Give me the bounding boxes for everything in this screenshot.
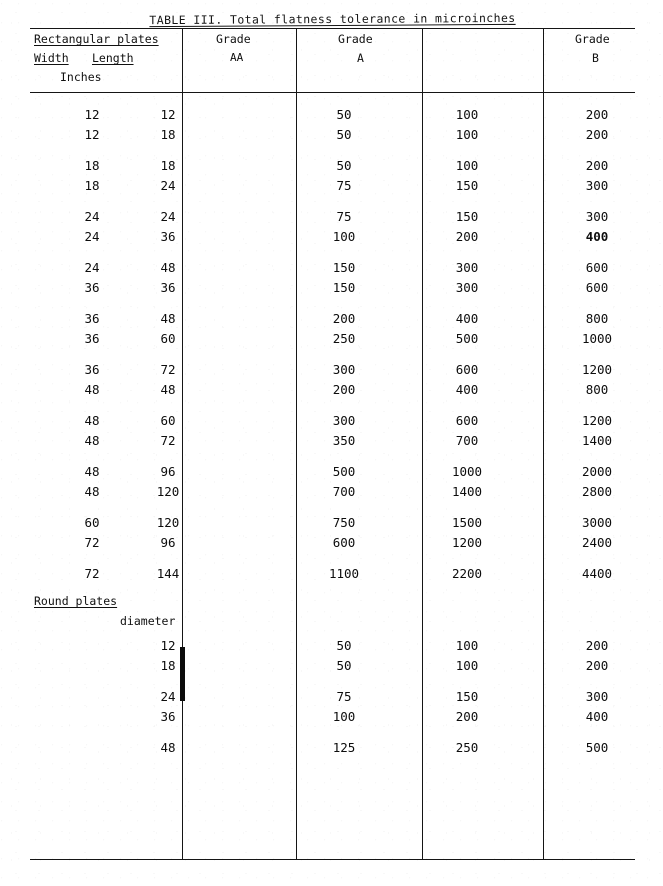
cell-width: 24 [84, 209, 100, 224]
cell-grade-b: 3000 [581, 515, 613, 530]
table-body [30, 93, 635, 859]
table-row [30, 413, 635, 433]
cell-grade-aa: 200 [332, 382, 356, 397]
cell-grade-b: 300 [585, 689, 609, 704]
cell-length: 120 [156, 484, 180, 499]
table-row [30, 260, 635, 280]
table-row [30, 229, 635, 249]
cell-grade-b: 1200 [581, 362, 613, 377]
cell-diameter: 48 [160, 740, 176, 755]
cell-grade-a: 1200 [451, 535, 483, 550]
row-spacer [30, 147, 635, 158]
diameter-subheader [30, 614, 635, 634]
table-row [30, 658, 635, 678]
table-row [30, 433, 635, 453]
cell-grade-b: 1000 [581, 331, 613, 346]
cell-grade-a: 200 [455, 229, 479, 244]
row-spacer [30, 729, 635, 740]
cell-grade-aa: 250 [332, 331, 356, 346]
cell-width: 48 [84, 413, 100, 428]
cell-grade-aa: 50 [336, 107, 352, 122]
cell-grade-a: 100 [455, 158, 479, 173]
row-spacer [30, 678, 635, 689]
rectangular-rows-group [30, 107, 635, 586]
header-grade-a-value: A [357, 51, 364, 65]
cell-grade-aa: 500 [332, 464, 356, 479]
cell-width: 48 [84, 382, 100, 397]
cell-grade-a: 300 [455, 260, 479, 275]
cell-grade-a: 1400 [451, 484, 483, 499]
cell-diameter: 12 [160, 638, 176, 653]
header-width: Width [34, 51, 69, 65]
row-spacer [30, 402, 635, 413]
cell-grade-b: 300 [585, 178, 609, 193]
cell-width: 12 [84, 127, 100, 142]
cell-grade-aa: 100 [332, 229, 356, 244]
cell-length: 144 [156, 566, 180, 581]
cell-grade-a: 400 [455, 311, 479, 326]
cell-grade-a: 150 [455, 178, 479, 193]
cell-grade-b: 200 [585, 158, 609, 173]
cell-grade-b: 1200 [581, 413, 613, 428]
round-plates-label: Round plates [34, 594, 118, 608]
ink-blot-mark [180, 647, 185, 701]
cell-width: 72 [84, 535, 100, 550]
round-rows-group [30, 638, 635, 760]
cell-grade-aa: 100 [332, 709, 356, 724]
cell-grade-aa: 75 [336, 689, 352, 704]
table-row [30, 107, 635, 127]
header-grade-aa-value: AA [230, 51, 244, 64]
cell-grade-aa: 200 [332, 311, 356, 326]
cell-grade-b: 2000 [581, 464, 613, 479]
flatness-tolerance-table [30, 28, 635, 860]
cell-grade-b: 800 [585, 382, 609, 397]
cell-grade-b: 2800 [581, 484, 613, 499]
cell-grade-aa: 350 [332, 433, 356, 448]
cell-length: 48 [160, 311, 176, 326]
cell-grade-b: 300 [585, 209, 609, 224]
table-row [30, 311, 635, 331]
cell-grade-a: 150 [455, 209, 479, 224]
table-row [30, 515, 635, 535]
cell-grade-aa: 50 [336, 638, 352, 653]
cell-grade-b: 4400 [581, 566, 613, 581]
cell-grade-a: 1500 [451, 515, 483, 530]
cell-grade-aa: 50 [336, 158, 352, 173]
cell-width: 18 [84, 178, 100, 193]
cell-width: 48 [84, 484, 100, 499]
table-header [30, 29, 635, 92]
cell-width: 36 [84, 362, 100, 377]
cell-grade-aa: 700 [332, 484, 356, 499]
cell-grade-b: 500 [585, 740, 609, 755]
table-row [30, 127, 635, 147]
cell-grade-a: 2200 [451, 566, 483, 581]
header-length: Length [92, 51, 134, 65]
cell-grade-aa: 300 [332, 413, 356, 428]
cell-grade-aa: 750 [332, 515, 356, 530]
cell-grade-a: 250 [455, 740, 479, 755]
cell-width: 24 [84, 260, 100, 275]
round-plates-subheader [30, 594, 635, 614]
cell-length: 36 [160, 280, 176, 295]
cell-grade-b: 600 [585, 280, 609, 295]
cell-width: 48 [84, 464, 100, 479]
table-row [30, 566, 635, 586]
cell-grade-a: 300 [455, 280, 479, 295]
cell-length: 18 [160, 127, 176, 142]
cell-width: 12 [84, 107, 100, 122]
cell-grade-aa: 1100 [328, 566, 360, 581]
page-title: TABLE III. Total flatness tolerance in microinches [149, 10, 516, 28]
cell-width: 36 [84, 280, 100, 295]
cell-length: 18 [160, 158, 176, 173]
table-row [30, 382, 635, 402]
cell-length: 96 [160, 464, 176, 479]
table-row [30, 464, 635, 484]
header-grade-b-label: Grade [575, 32, 610, 46]
header-grade-aa-label: Grade [216, 32, 251, 46]
cell-grade-a: 100 [455, 107, 479, 122]
cell-diameter: 24 [160, 689, 176, 704]
cell-grade-aa: 50 [336, 127, 352, 142]
cell-grade-aa: 50 [336, 658, 352, 673]
cell-grade-a: 600 [455, 362, 479, 377]
cell-length: 24 [160, 178, 176, 193]
cell-grade-a: 200 [455, 709, 479, 724]
cell-grade-aa: 300 [332, 362, 356, 377]
cell-grade-b: 200 [585, 127, 609, 142]
header-inches: Inches [60, 70, 102, 84]
cell-length: 12 [160, 107, 176, 122]
row-spacer [30, 300, 635, 311]
header-grade-b-value: B [592, 51, 599, 65]
cell-grade-b: 2400 [581, 535, 613, 550]
table-row [30, 740, 635, 760]
header-grade-a-label: Grade [338, 32, 373, 46]
cell-width: 60 [84, 515, 100, 530]
cell-width: 24 [84, 229, 100, 244]
cell-width: 36 [84, 331, 100, 346]
cell-length: 96 [160, 535, 176, 550]
table-row [30, 484, 635, 504]
header-rectangular-plates: Rectangular plates [34, 32, 159, 46]
row-spacer [30, 198, 635, 209]
row-spacer [30, 351, 635, 362]
cell-grade-b: 200 [585, 638, 609, 653]
cell-width: 48 [84, 433, 100, 448]
table-row [30, 331, 635, 351]
cell-grade-aa: 600 [332, 535, 356, 550]
cell-diameter: 36 [160, 709, 176, 724]
table-row [30, 158, 635, 178]
cell-grade-aa: 125 [332, 740, 356, 755]
row-spacer [30, 453, 635, 464]
cell-length: 48 [160, 382, 176, 397]
row-spacer [30, 504, 635, 515]
cell-length: 60 [160, 331, 176, 346]
diameter-label: diameter [120, 614, 176, 628]
table-row [30, 638, 635, 658]
cell-length: 120 [156, 515, 180, 530]
table-row [30, 535, 635, 555]
table-row [30, 280, 635, 300]
table-row [30, 178, 635, 198]
cell-grade-a: 100 [455, 658, 479, 673]
cell-grade-a: 600 [455, 413, 479, 428]
table-row [30, 209, 635, 229]
cell-length: 60 [160, 413, 176, 428]
cell-grade-a: 1000 [451, 464, 483, 479]
cell-length: 72 [160, 433, 176, 448]
cell-grade-b: 200 [585, 107, 609, 122]
cell-length: 24 [160, 209, 176, 224]
cell-grade-a: 500 [455, 331, 479, 346]
cell-grade-a: 100 [455, 127, 479, 142]
cell-length: 48 [160, 260, 176, 275]
table-row [30, 362, 635, 382]
row-spacer [30, 555, 635, 566]
cell-grade-b: 1400 [581, 433, 613, 448]
table-row [30, 709, 635, 729]
cell-grade-a: 100 [455, 638, 479, 653]
cell-grade-aa: 150 [332, 260, 356, 275]
table-row [30, 689, 635, 709]
cell-width: 72 [84, 566, 100, 581]
cell-grade-aa: 75 [336, 209, 352, 224]
row-spacer [30, 249, 635, 260]
cell-grade-b: 200 [585, 658, 609, 673]
cell-length: 72 [160, 362, 176, 377]
cell-length: 36 [160, 229, 176, 244]
cell-grade-a: 150 [455, 689, 479, 704]
cell-grade-b: 400 [585, 709, 609, 724]
cell-grade-b: 600 [585, 260, 609, 275]
cell-diameter: 18 [160, 658, 176, 673]
cell-width: 18 [84, 158, 100, 173]
cell-grade-b: 800 [585, 311, 609, 326]
cell-grade-a: 700 [455, 433, 479, 448]
cell-width: 36 [84, 311, 100, 326]
cell-grade-a: 400 [455, 382, 479, 397]
cell-grade-aa: 75 [336, 178, 352, 193]
cell-grade-aa: 150 [332, 280, 356, 295]
cell-grade-b: 400 [585, 229, 609, 244]
